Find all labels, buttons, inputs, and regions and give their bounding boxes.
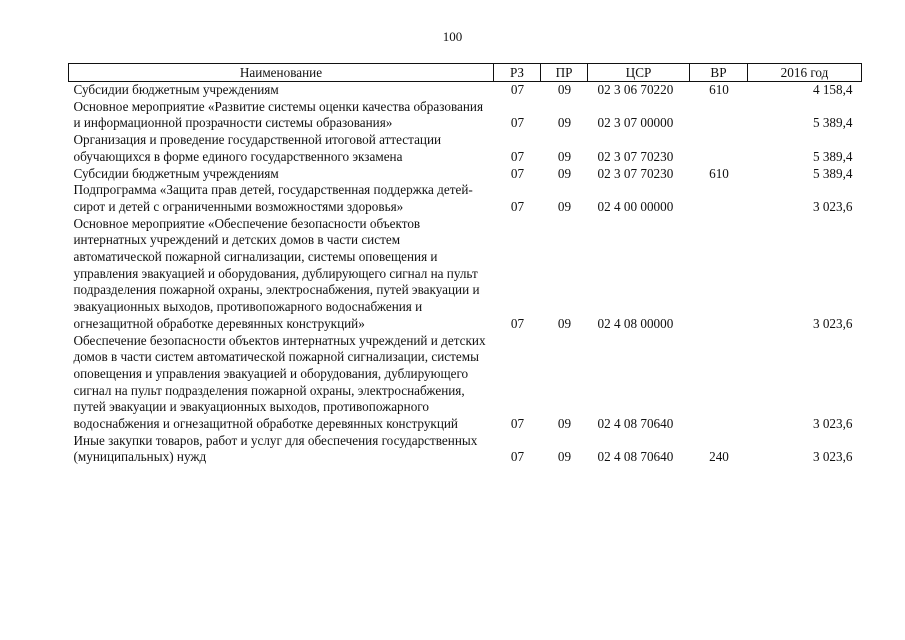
row-vr: 610 [709, 165, 729, 181]
header-row [69, 64, 862, 82]
row-rz: 07 [510, 115, 525, 131]
row-pr: 09 [557, 148, 572, 164]
row-amount: 4 158,4 [812, 82, 853, 97]
row-csr: 02 4 00 00000 [597, 198, 674, 214]
row-vr [690, 216, 748, 333]
row-pr: 09 [557, 165, 572, 181]
budget-table [68, 63, 862, 466]
row-csr: 02 4 08 00000 [597, 315, 674, 331]
row-vr [690, 99, 748, 132]
row-rz: 07 [510, 165, 525, 181]
row-csr: 02 3 06 70220 [597, 82, 674, 97]
header-csr: ЦСР [588, 64, 690, 82]
row-pr: 09 [557, 315, 572, 331]
row-rz: 07 [510, 82, 525, 97]
row-rz: 07 [510, 416, 525, 432]
page-number: 100 [442, 29, 463, 44]
row-csr: 02 4 08 70640 [597, 449, 674, 465]
row-vr [690, 333, 748, 433]
table-row [69, 82, 862, 99]
row-csr: 02 4 08 70640 [597, 416, 674, 432]
row-name: Обеспечение безопасности объектов интернатных учреждений и детских домов в части систем автоматической пожарной сигнализации, системы оповещения и управления эвакуацией и оборудования, дублирующего сигнал на пульт подразделения пожарной охраны, электроснабжения, путей эвакуации и эвакуационных выходов, противопожарного водоснабжения и огнезащитной обработке деревянных конструкций [73, 332, 486, 432]
row-name: Организация и проведение государственной итоговой аттестации обучающихся в форме единого государственного экзамена [73, 132, 442, 164]
header-pr: ПР [541, 64, 588, 82]
row-pr: 09 [557, 198, 572, 214]
row-pr: 09 [557, 82, 572, 97]
header-vr: ВР [690, 64, 748, 82]
row-amount: 3 023,6 [812, 198, 853, 214]
row-rz: 07 [510, 148, 525, 164]
row-rz: 07 [510, 198, 525, 214]
row-name: Подпрограмма «Защита прав детей, государственная поддержка детей-сирот и детей с ограниченными возможностями здоровья» [73, 182, 473, 214]
header-rz: РЗ [494, 64, 541, 82]
row-rz: 07 [510, 449, 525, 465]
table-header [69, 64, 862, 82]
table-row [69, 216, 862, 333]
row-name: Основное мероприятие «Развитие системы оценки качества образования и информационной прозрачности системы образования» [73, 98, 484, 131]
row-vr: 610 [709, 82, 729, 97]
row-pr: 09 [557, 416, 572, 432]
header-name: Наименование [69, 64, 494, 82]
row-name: Субсидии бюджетным учреждениям [73, 82, 279, 97]
row-pr: 09 [557, 115, 572, 131]
row-amount: 5 389,4 [812, 115, 853, 131]
row-amount: 3 023,6 [812, 315, 853, 331]
row-vr: 240 [709, 449, 729, 465]
row-name: Субсидии бюджетным учреждениям [73, 165, 279, 181]
row-vr [690, 132, 748, 165]
row-amount: 3 023,6 [812, 416, 853, 432]
table-body [69, 82, 862, 467]
row-csr: 02 3 07 70230 [597, 165, 674, 181]
header-year: 2016 год [748, 64, 862, 82]
row-amount: 5 389,4 [812, 165, 853, 181]
row-csr: 02 3 07 00000 [597, 115, 674, 131]
table-row [69, 132, 862, 165]
table-row [69, 99, 862, 132]
row-amount: 5 389,4 [812, 148, 853, 164]
table-row [69, 182, 862, 215]
row-amount: 3 023,6 [812, 449, 853, 465]
table-row [69, 433, 862, 466]
table-row [69, 166, 862, 183]
row-name: Иные закупки товаров, работ и услуг для обеспечения государственных (муниципальных) нужд [73, 432, 478, 465]
row-rz: 07 [510, 315, 525, 331]
row-vr [690, 182, 748, 215]
row-csr: 02 3 07 70230 [597, 148, 674, 164]
row-name: Основное мероприятие «Обеспечение безопасности объектов интернатных учреждений и детских домов в части систем автоматической пожарной сигнализации, системы оповещения и управления эвакуацией и оборудования, дублирующего сигнал на пульт подразделения пожарной охраны, электроснабжения, путей эвакуации и эвакуационных выходов, противопожарного водоснабжения и огнезащитной обработке деревянных конструкций» [73, 215, 480, 331]
table-row [69, 333, 862, 433]
row-pr: 09 [557, 449, 572, 465]
